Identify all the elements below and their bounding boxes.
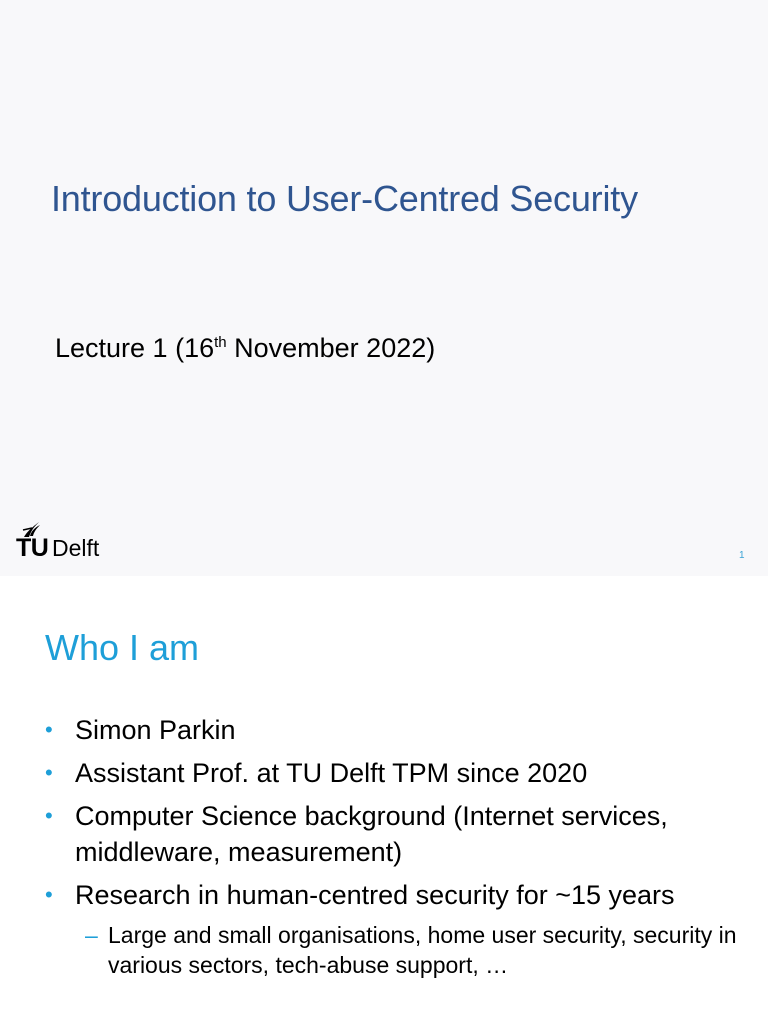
subtitle-superscript: th <box>214 334 227 351</box>
sub-bullet-item <box>45 920 755 980</box>
lecture-subtitle <box>55 333 435 364</box>
tu-delft-logo <box>16 520 116 562</box>
sub-bullet-marker: – <box>85 922 98 948</box>
bullet-item <box>45 755 755 791</box>
bullet-marker: • <box>45 760 53 785</box>
bullet-item <box>45 877 755 913</box>
logo-tu-text: TU <box>16 534 49 562</box>
bullet-list <box>45 712 755 980</box>
bullet-marker: • <box>45 882 53 907</box>
sub-bullet-list <box>45 920 755 980</box>
logo-delft-text: Delft <box>52 535 100 561</box>
sub-bullet-group <box>45 920 755 980</box>
subtitle-text-start: Lecture 1 (16 <box>55 333 215 363</box>
bullet-text: Simon Parkin <box>75 715 236 745</box>
bullet-text: Research in human-centred security for ~15 years <box>75 880 675 910</box>
page-number: 1 <box>739 550 745 561</box>
subtitle-text-end: November 2022) <box>226 333 436 363</box>
bullet-text: Computer Science background (Internet services, middleware, measurement) <box>75 801 668 867</box>
bullet-item <box>45 712 755 748</box>
bullet-item <box>45 798 755 870</box>
sub-bullet-text: Large and small organisations, home user security, security in various sectors, tech-abuse support, … <box>108 922 737 978</box>
slide-title: Introduction to User-Centred Security <box>51 178 638 219</box>
bullet-marker: • <box>45 717 53 742</box>
content-slide <box>0 576 768 1024</box>
bullet-marker: • <box>45 803 53 828</box>
bullet-text: Assistant Prof. at TU Delft TPM since 2020 <box>75 758 588 788</box>
slide-title: Who I am <box>45 627 200 668</box>
